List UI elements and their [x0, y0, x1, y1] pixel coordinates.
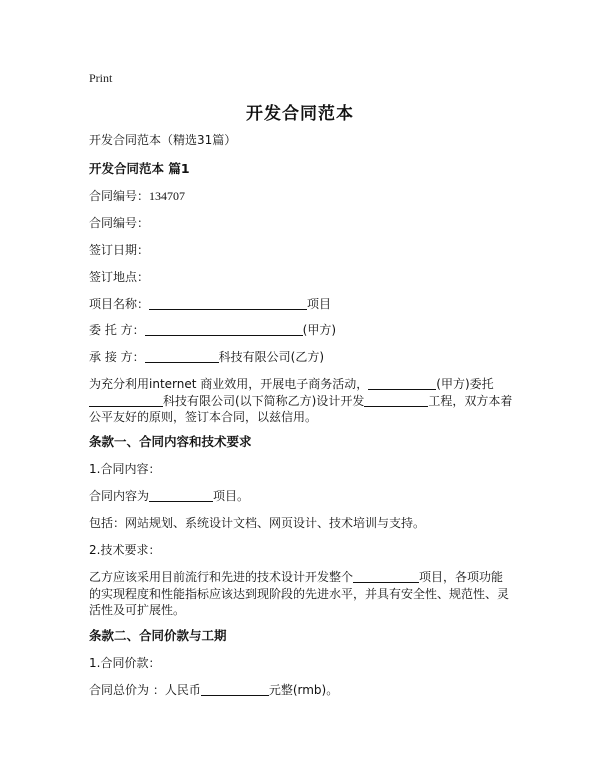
contract-number-label: 合同编号：: [89, 189, 150, 203]
tech-part-1: 乙方应该采用目前流行和先进的技术设计开发整个: [89, 570, 354, 584]
clause-2-title: 条款二、合同价款与工期: [89, 628, 227, 643]
intro-part-4: 工程，双方本着公平友好的原则，签订本合同，以兹信用。: [89, 393, 513, 424]
includes-line: 包括：网站规划、系统设计文档、网页设计、技术培训与支持。: [89, 516, 426, 530]
project-name-suffix: 项目: [307, 297, 332, 311]
content-blank: [149, 489, 213, 502]
intro-part-1: 为充分利用internet 商业效用，开展电子商务活动，: [89, 377, 369, 391]
client-label: 委 托 方：: [89, 323, 145, 337]
contract-number-value: 134707: [149, 189, 186, 203]
tech-blank: [353, 570, 419, 583]
print-label[interactable]: Print: [89, 71, 113, 85]
project-name-label: 项目名称：: [89, 297, 150, 311]
sign-date-line: 签订日期：: [89, 243, 150, 257]
contractor-suffix: 科技有限公司(乙方): [218, 350, 325, 364]
intro-part-3: 科技有限公司(以下简称乙方)设计开发: [163, 393, 365, 408]
intro-blank-2: [89, 394, 163, 407]
contract-number-line-2: 合同编号：: [89, 216, 150, 230]
item-2-tech-requirements: 2.技术要求：: [89, 543, 161, 557]
contractor-blank: [145, 350, 219, 363]
contractor-label: 承 接 方：: [89, 350, 145, 364]
intro-blank-1: [368, 377, 436, 390]
contractor-line: [89, 350, 324, 365]
doc-subtitle: 开发合同范本（精选31篇）: [89, 133, 237, 147]
intro-blank-3: [364, 394, 428, 407]
client-suffix: (甲方): [302, 323, 337, 337]
content-line: [89, 489, 249, 504]
total-price-line: [89, 683, 338, 698]
page-title: 开发合同范本: [246, 104, 354, 124]
project-name-line: [89, 297, 331, 312]
contract-number-line: [89, 189, 185, 204]
sign-place-line: 签订地点：: [89, 270, 150, 284]
tech-paragraph: [89, 569, 514, 619]
clause-1-title: 条款一、合同内容和技术要求: [89, 434, 252, 449]
intro-part-2: (甲方)委托: [436, 377, 494, 391]
content-prefix: 合同内容为: [89, 489, 150, 503]
item-3-contract-price: 1.合同价款：: [89, 656, 161, 670]
client-blank: [145, 323, 303, 336]
intro-paragraph: [89, 376, 514, 426]
item-1-contract-content: 1.合同内容：: [89, 462, 161, 476]
total-blank: [201, 683, 269, 696]
tech-part-2: 项目，各项功能的实现程度和性能指标应该达到现阶段的先进水平，并具有安全性、规范性、灵活性及可扩展性。: [89, 570, 510, 617]
total-suffix: 元整(rmb)。: [268, 683, 339, 697]
section-title: 开发合同范本 篇1: [89, 161, 190, 176]
project-name-blank: [149, 297, 307, 310]
content-suffix: 项目。: [213, 489, 250, 503]
total-prefix: 合同总价为 ：人民币: [89, 683, 201, 697]
client-line: [89, 323, 336, 338]
